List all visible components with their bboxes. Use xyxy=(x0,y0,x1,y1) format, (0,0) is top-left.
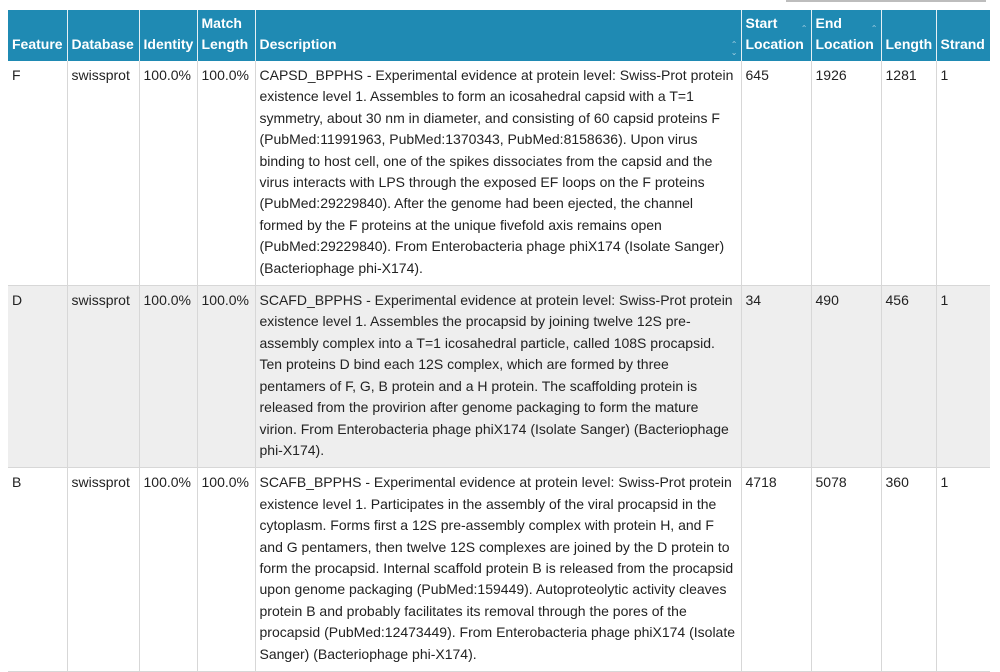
cell-feature: D xyxy=(8,286,67,468)
column-header-start-location[interactable] xyxy=(741,10,811,61)
table-row[interactable] xyxy=(8,61,990,286)
column-header-label-line-2: Location xyxy=(815,36,874,52)
column-header-identity[interactable] xyxy=(139,10,197,61)
column-header-label-line-1: Start xyxy=(745,15,778,31)
sort-indicator-icon: ⌃ ⌄ xyxy=(730,40,738,57)
top-edge-divider xyxy=(786,0,986,2)
sort-indicator-icon: ⌃ xyxy=(800,24,808,33)
column-header-label: Feature xyxy=(12,36,63,52)
cell-feature: B xyxy=(8,468,67,672)
cell-database: swissprot xyxy=(67,61,139,286)
column-header-label-line-1: End xyxy=(815,15,842,31)
cell-match-length: 100.0% xyxy=(197,286,255,468)
cell-start-location: 34 xyxy=(741,286,811,468)
column-header-database[interactable] xyxy=(67,10,139,61)
cell-identity: 100.0% xyxy=(139,61,197,286)
column-header-match-length[interactable] xyxy=(197,10,255,61)
cell-description: CAPSD_BPPHS - Experimental evidence at protein level: Swiss-Prot protein existence level 1. Assembles to form an icosahedral capsid with a T=1 symmetry, about 30 nm in diameter, and consisting of 60 capsid proteins F (PubMed:11991963, PubMed:1370343, PubMed:8158636). Upon virus binding to host cell, one of the spikes dissociates from the capsid and the virus interacts with LPS through the exposed EF loops on the F proteins (PubMed:29229840). After the genome had been ejected, the channel formed by the F proteins at the unique fivefold axis remains open (PubMed:29229840). From Enterobacteria phage phiX174 (Isolate Sanger) (Bacteriophage phi-X174). xyxy=(255,61,741,286)
column-header-description[interactable] xyxy=(255,10,741,61)
cell-strand: 1 xyxy=(936,286,990,468)
column-header-label-line-2: Location xyxy=(745,36,804,52)
cell-database: swissprot xyxy=(67,468,139,672)
cell-identity: 100.0% xyxy=(139,468,197,672)
header-row xyxy=(8,10,990,61)
column-header-label: Length xyxy=(885,36,933,52)
cell-start-location: 4718 xyxy=(741,468,811,672)
column-header-label-line-1: Match xyxy=(201,15,242,31)
column-header-strand[interactable] xyxy=(936,10,990,61)
cell-match-length: 100.0% xyxy=(197,468,255,672)
cell-length: 1281 xyxy=(881,61,936,286)
column-header-label: Database xyxy=(71,36,134,52)
cell-strand: 1 xyxy=(936,61,990,286)
column-header-length[interactable] xyxy=(881,10,936,61)
column-header-label: Identity xyxy=(143,36,194,52)
cell-start-location: 645 xyxy=(741,61,811,286)
sort-indicator-icon: ⌃ xyxy=(870,24,878,33)
table-row[interactable] xyxy=(8,468,990,672)
cell-database: swissprot xyxy=(67,286,139,468)
cell-end-location: 1926 xyxy=(811,61,881,286)
column-header-end-location[interactable] xyxy=(811,10,881,61)
column-header-label-line-2: Length xyxy=(201,36,249,52)
cell-feature: F xyxy=(8,61,67,286)
cell-length: 456 xyxy=(881,286,936,468)
column-header-feature[interactable] xyxy=(8,10,67,61)
results-table xyxy=(8,10,990,672)
cell-end-location: 490 xyxy=(811,286,881,468)
column-header-label: Strand xyxy=(940,36,985,52)
column-header-label: Description xyxy=(259,36,337,52)
cell-strand: 1 xyxy=(936,468,990,672)
cell-end-location: 5078 xyxy=(811,468,881,672)
table-row[interactable] xyxy=(8,286,990,468)
cell-identity: 100.0% xyxy=(139,286,197,468)
cell-length: 360 xyxy=(881,468,936,672)
cell-description: SCAFD_BPPHS - Experimental evidence at protein level: Swiss-Prot protein existence level 1. Assembles the procapsid by joining twelve 12S pre-assembly complex into a T=1 icosahedral particle, called 108S procapsid. Ten proteins D bind each 12S complex, which are formed by three pentamers of F, G, B protein and a H protein. The scaffolding protein is released from the provirion after genome packaging to form the mature virion. From Enterobacteria phage phiX174 (Isolate Sanger) (Bacteriophage phi-X174). xyxy=(255,286,741,468)
cell-match-length: 100.0% xyxy=(197,61,255,286)
cell-description: SCAFB_BPPHS - Experimental evidence at protein level: Swiss-Prot protein existence level 1. Participates in the assembly of the viral procapsid in the cytoplasm. Forms first a 12S pre-assembly complex with protein H, and F and G pentamers, then twelve 12S complexes are joined by the D protein to form the procapsid. Internal scaffold protein B is released from the procapsid upon genome packaging (PubMed:159449). Autoproteolytic activity cleaves protein B and probably facilitates its removal through the pores of the procapsid (PubMed:12473449). From Enterobacteria phage phiX174 (Isolate Sanger) (Bacteriophage phi-X174). xyxy=(255,468,741,672)
